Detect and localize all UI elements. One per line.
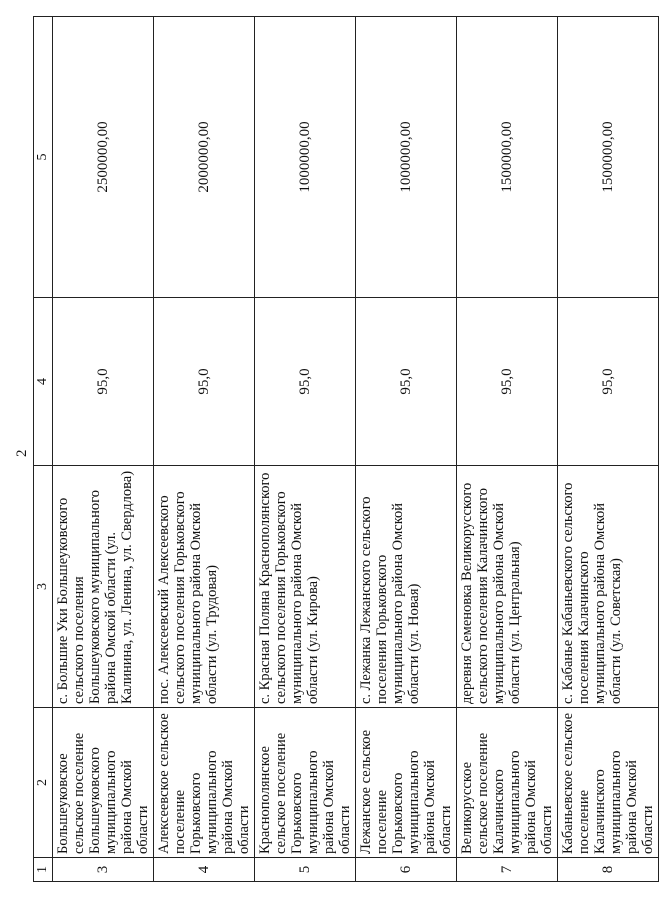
header-row (34, 17, 53, 882)
settlement-cell: Большеуковское сельское поселение Большеуковского муниципального района Омской области (53, 708, 154, 858)
object-cell: с. Большие Уки Большеуковского сельского поселения Большеуковского муниципального района Омской области (ул. Калинина, ул. Ленина, ул. Свердлова) (53, 466, 154, 708)
object-cell: пос. Алексеевский Алексеевского сельского поселения Горьковского муниципального района Омской области (ул. Трудовая) (154, 466, 255, 708)
header-col-1: 1 (34, 858, 53, 882)
percent-cell: 95,0 (457, 298, 558, 466)
object-cell: деревня Семеновка Великорусского сельского поселения Калачинского муниципального района Омской области (ул. Центральная) (457, 466, 558, 708)
percent-cell: 95,0 (53, 298, 154, 466)
settlement-cell: Великорусское сельское поселение Калачинского муниципального района Омской области (457, 708, 558, 858)
row-number: 3 (53, 858, 154, 882)
amount-cell: 2500000,00 (53, 17, 154, 298)
row-number: 5 (255, 858, 356, 882)
amount-cell: 1500000,00 (558, 17, 659, 298)
row-number: 8 (558, 858, 659, 882)
amount-cell: 1000000,00 (356, 17, 457, 298)
data-table (33, 16, 659, 882)
header-col-2: 2 (34, 708, 53, 858)
percent-cell: 95,0 (255, 298, 356, 466)
settlement-cell: Алексеевское сельское поселение Горьковского муниципального района Омской области (154, 708, 255, 858)
table-row (356, 17, 457, 882)
settlement-cell: Кабаньевское сельское поселение Калачинского муниципального района Омской области (558, 708, 659, 858)
amount-cell: 1500000,00 (457, 17, 558, 298)
object-cell: с. Лежанка Лежанского сельского поселения Горьковского муниципального района Омской области (ул. Новая) (356, 466, 457, 708)
row-number: 6 (356, 858, 457, 882)
percent-cell: 95,0 (154, 298, 255, 466)
row-number: 4 (154, 858, 255, 882)
header-col-4: 4 (34, 298, 53, 466)
object-cell: с. Кабанье Кабаньевского сельского поселения Калачинского муниципального района Омской области (ул. Советская) (558, 466, 659, 708)
table-row (255, 17, 356, 882)
page-number: 2 (14, 449, 30, 457)
settlement-cell: Лежанское сельское поселение Горьковского муниципального района Омской области (356, 708, 457, 858)
settlement-cell: Краснополянское сельское поселение Горьковского муниципального района Омской области (255, 708, 356, 858)
object-cell: с. Красная Поляна Краснополянского сельского поселения Горьковского муниципального района Омской области (ул. Кирова) (255, 466, 356, 708)
table-row (558, 17, 659, 882)
row-number: 7 (457, 858, 558, 882)
header-col-3: 3 (34, 466, 53, 708)
amount-cell: 2000000,00 (154, 17, 255, 298)
percent-cell: 95,0 (558, 298, 659, 466)
amount-cell: 1000000,00 (255, 17, 356, 298)
percent-cell: 95,0 (356, 298, 457, 466)
table-row (457, 17, 558, 882)
table-row (154, 17, 255, 882)
table-row (53, 17, 154, 882)
header-col-5: 5 (34, 17, 53, 298)
